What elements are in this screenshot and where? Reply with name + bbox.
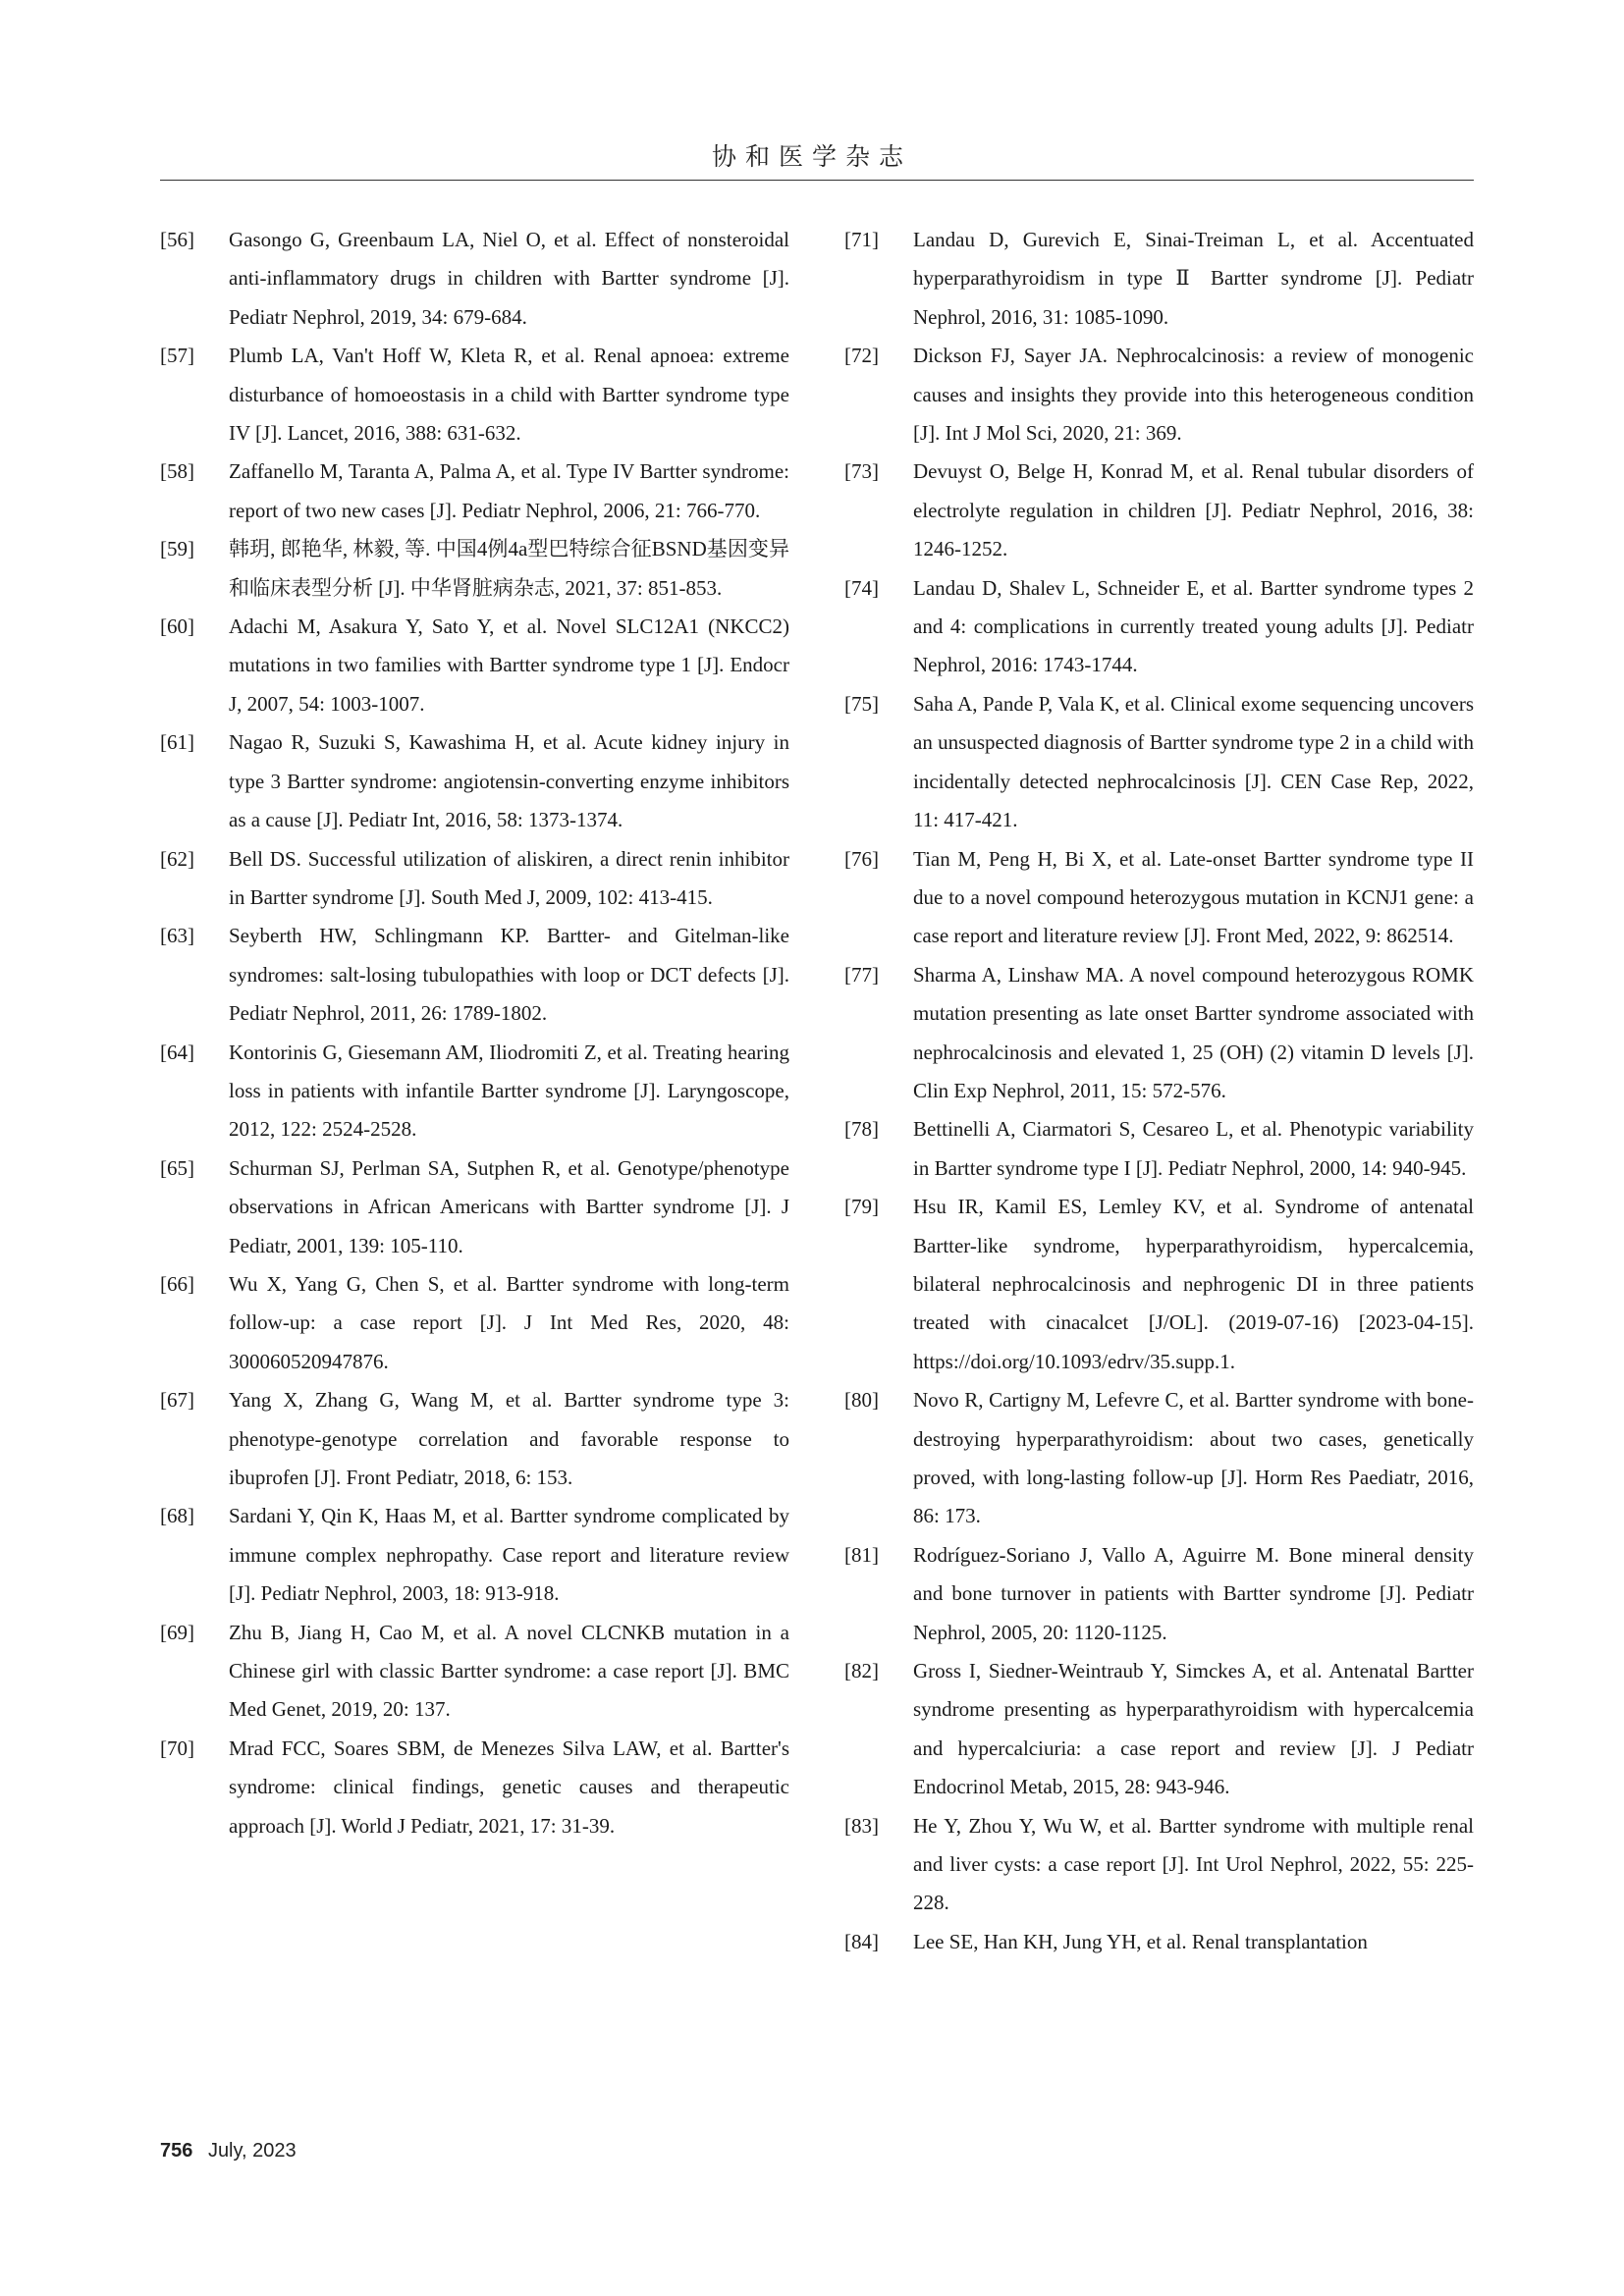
journal-title: 协和医学杂志 — [711, 144, 912, 171]
reference-number: [67] — [160, 1388, 194, 1413]
reference-text: Sharma A, Linshaw MA. A novel compound heterozygous ROMK mutation presenting as late onset Bartter syndrome associated with nephrocalcinosis and elevated 1, 25 (OH) (2) vitamin D levels [J]. Clin Exp Nephrol, 2011, 15: 572-576. — [913, 962, 1474, 1102]
reference-text: Devuyst O, Belge H, Konrad M, et al. Renal tubular disorders of electrolyte regulation in children [J]. Pediatr Nephrol, 2016, 38: 1246-1252. — [913, 459, 1474, 561]
reference-item — [844, 1652, 1474, 1807]
reference-number: [79] — [844, 1195, 879, 1219]
reference-column-left — [160, 221, 789, 1845]
reference-item — [844, 337, 1474, 453]
reference-item — [160, 723, 789, 839]
reference-text: Zhu B, Jiang H, Cao M, et al. A novel CLCNKB mutation in a Chinese girl with classic Bartter syndrome: a case report [J]. BMC Med Genet, 2019, 20: 137. — [229, 1620, 789, 1722]
reference-number: [76] — [844, 846, 879, 871]
issue-date: July, 2023 — [207, 2140, 297, 2162]
reference-number: [70] — [160, 1735, 194, 1760]
reference-number: [65] — [160, 1155, 194, 1180]
reference-column-right — [844, 221, 1474, 1961]
reference-text: Adachi M, Asakura Y, Sato Y, et al. Novel SLC12A1 (NKCC2) mutations in two families with Bartter syndrome type 1 [J]. Endocr J, 2007, 54: 1003-1007. — [229, 614, 789, 716]
reference-item — [844, 221, 1474, 337]
reference-text: Hsu IR, Kamil ES, Lemley KV, et al. Syndrome of antenatal Bartter-like syndrome, hyperparathyroidism, hypercalcemia, bilateral nephrocalcinosis and nephrogenic DI in three patients treated with cinacalcet [J/OL]. (2019-07-16) [2023-04-15]. https://doi.org/10.1093/edrv/35.supp.1. — [913, 1195, 1474, 1373]
reference-item — [160, 917, 789, 1033]
reference-number: [58] — [160, 459, 194, 484]
reference-text: Bettinelli A, Ciarmatori S, Cesareo L, et al. Phenotypic variability in Bartter syndrome type I [J]. Pediatr Nephrol, 2000, 14: 940-945. — [913, 1117, 1474, 1180]
reference-text: Gross I, Siedner-Weintraub Y, Simckes A, et al. Antenatal Bartter syndrome presenting as hyperparathyroidism with hypercalcemia and hypercalciuria: a case report and review [J]. J Pediatr Endocrinol Metab, 2015, 28: 943-946. — [913, 1659, 1474, 1799]
reference-number: [63] — [160, 924, 194, 948]
reference-item — [844, 1536, 1474, 1652]
reference-item — [160, 608, 789, 723]
reference-number: [77] — [844, 962, 879, 987]
reference-text: Kontorinis G, Giesemann AM, Iliodromiti Z, et al. Treating hearing loss in patients with infantile Bartter syndrome [J]. Laryngoscope, 2012, 122: 2524-2528. — [229, 1040, 789, 1142]
reference-item — [160, 1034, 789, 1149]
reference-number: [82] — [844, 1659, 879, 1683]
reference-number: [78] — [844, 1117, 879, 1142]
reference-item — [160, 1149, 789, 1265]
reference-item — [160, 453, 789, 530]
reference-number: [74] — [844, 575, 879, 600]
reference-text: Lee SE, Han KH, Jung YH, et al. Renal transplantation — [913, 1929, 1368, 1953]
reference-number: [80] — [844, 1388, 879, 1413]
reference-item — [844, 453, 1474, 568]
reference-item — [844, 1381, 1474, 1536]
reference-text: Bell DS. Successful utilization of aliskiren, a direct renin inhibitor in Bartter syndrome [J]. South Med J, 2009, 102: 413-415. — [229, 846, 789, 909]
reference-text: Saha A, Pande P, Vala K, et al. Clinical exome sequencing uncovers an unsuspected diagnosis of Bartter syndrome type 2 in a child with incidentally detected nephrocalcinosis [J]. CEN Case Rep, 2022, 11: 417-421. — [913, 691, 1474, 832]
reference-text: Gasongo G, Greenbaum LA, Niel O, et al. Effect of nonsteroidal anti-inflammatory drugs in children with Bartter syndrome [J]. Pediatr Nephrol, 2019, 34: 679-684. — [229, 228, 789, 329]
reference-text: Yang X, Zhang G, Wang M, et al. Bartter syndrome type 3: phenotype-genotype correlation and favorable response to ibuprofen [J]. Front Pediatr, 2018, 6: 153. — [229, 1388, 789, 1489]
reference-number: [59] — [160, 537, 194, 561]
reference-item — [160, 337, 789, 453]
reference-text: Seyberth HW, Schlingmann KP. Bartter- and Gitelman-like syndromes: salt-losing tubulopathies with loop or DCT defects [J]. Pediatr Nephrol, 2011, 26: 1789-1802. — [229, 924, 789, 1026]
reference-text: Zaffanello M, Taranta A, Palma A, et al. Type IV Bartter syndrome: report of two new cases [J]. Pediatr Nephrol, 2006, 21: 766-770. — [229, 459, 789, 522]
reference-item — [160, 1730, 789, 1845]
reference-item — [160, 1614, 789, 1730]
reference-text: Landau D, Shalev L, Schneider E, et al. Bartter syndrome types 2 and 4: complications in currently treated young adults [J]. Pediatr Nephrol, 2016: 1743-1744. — [913, 575, 1474, 677]
reference-text: Landau D, Gurevich E, Sinai-Treiman L, et al. Accentuated hyperparathyroidism in type Ⅱ Bartter syndrome [J]. Pediatr Nephrol, 2016, 31: 1085-1090. — [913, 228, 1474, 329]
reference-item — [160, 221, 789, 337]
reference-number: [83] — [844, 1813, 879, 1838]
reference-number: [84] — [844, 1929, 879, 1953]
reference-text: Dickson FJ, Sayer JA. Nephrocalcinosis: a review of monogenic causes and insights they provide into this heterogeneous condition [J]. Int J Mol Sci, 2020, 21: 369. — [913, 344, 1474, 446]
reference-text: Plumb LA, Van't Hoff W, Kleta R, et al. Renal apnoea: extreme disturbance of homoeostasis in a child with Bartter syndrome type IV [J]. Lancet, 2016, 388: 631-632. — [229, 344, 789, 446]
reference-item — [844, 1807, 1474, 1923]
header-rule — [160, 180, 1474, 181]
reference-number: [66] — [160, 1271, 194, 1296]
reference-text: Nagao R, Suzuki S, Kawashima H, et al. Acute kidney injury in type 3 Bartter syndrome: angiotensin-converting enzyme inhibitors as a cause [J]. Pediatr Int, 2016, 58: 1373-1374. — [229, 730, 789, 832]
reference-text: Novo R, Cartigny M, Lefevre C, et al. Bartter syndrome with bone-destroying hyperparathyroidism: about two cases, genetically proved, with long-lasting follow-up [J]. Horm Res Paediatr, 2016, 86: 173. — [913, 1388, 1474, 1528]
reference-text: Tian M, Peng H, Bi X, et al. Late-onset Bartter syndrome type II due to a novel compound heterozygous mutation in KCNJ1 gene: a case report and literature review [J]. Front Med, 2022, 9: 862514. — [913, 846, 1474, 948]
reference-number: [81] — [844, 1542, 879, 1567]
reference-text: He Y, Zhou Y, Wu W, et al. Bartter syndrome with multiple renal and liver cysts: a case report [J]. Int Urol Nephrol, 2022, 55: 225-228. — [913, 1813, 1474, 1915]
reference-item — [844, 956, 1474, 1111]
reference-text: Wu X, Yang G, Chen S, et al. Bartter syndrome with long-term follow-up: a case report [J]. J Int Med Res, 2020, 48: 300060520947876. — [229, 1271, 789, 1373]
reference-number: [61] — [160, 730, 194, 755]
reference-text: Rodríguez-Soriano J, Vallo A, Aguirre M. Bone mineral density and bone turnover in patients with Bartter syndrome [J]. Pediatr Nephrol, 2005, 20: 1120-1125. — [913, 1542, 1474, 1644]
reference-number: [62] — [160, 846, 194, 871]
reference-number: [71] — [844, 228, 879, 251]
reference-number: [69] — [160, 1620, 194, 1644]
reference-number: [57] — [160, 344, 194, 368]
reference-item — [160, 1497, 789, 1613]
reference-text: 韩玥, 郎艳华, 林毅, 等. 中国4例4a型巴特综合征BSND基因变异和临床表型分析 [J]. 中华肾脏病杂志, 2021, 37: 851-853. — [229, 537, 789, 600]
reference-number: [68] — [160, 1504, 194, 1528]
reference-number: [73] — [844, 459, 879, 484]
reference-text: Sardani Y, Qin K, Haas M, et al. Bartter syndrome complicated by immune complex nephropathy. Case report and literature review [J]. Pediatr Nephrol, 2003, 18: 913-918. — [229, 1504, 789, 1606]
reference-text: Schurman SJ, Perlman SA, Sutphen R, et al. Genotype/phenotype observations in African Americans with Bartter syndrome [J]. J Pediatr, 2001, 139: 105-110. — [229, 1155, 789, 1257]
reference-item — [160, 840, 789, 918]
reference-item — [160, 1381, 789, 1497]
reference-number: [72] — [844, 344, 879, 368]
reference-item — [844, 1188, 1474, 1381]
reference-item — [844, 569, 1474, 685]
reference-item — [160, 530, 789, 608]
page-footer — [160, 2140, 297, 2163]
reference-number: [75] — [844, 691, 879, 716]
reference-item — [844, 685, 1474, 840]
reference-item — [844, 1923, 1474, 1961]
reference-item — [160, 1265, 789, 1381]
reference-item — [844, 1110, 1474, 1188]
reference-text: Mrad FCC, Soares SBM, de Menezes Silva LAW, et al. Bartter's syndrome: clinical findings, genetic causes and therapeutic approach [J]. World J Pediatr, 2021, 17: 31-39. — [229, 1735, 789, 1838]
page-number: 756 — [160, 2140, 193, 2162]
reference-number: [56] — [160, 228, 194, 251]
reference-number: [60] — [160, 614, 194, 639]
reference-number: [64] — [160, 1040, 194, 1064]
reference-item — [844, 840, 1474, 956]
